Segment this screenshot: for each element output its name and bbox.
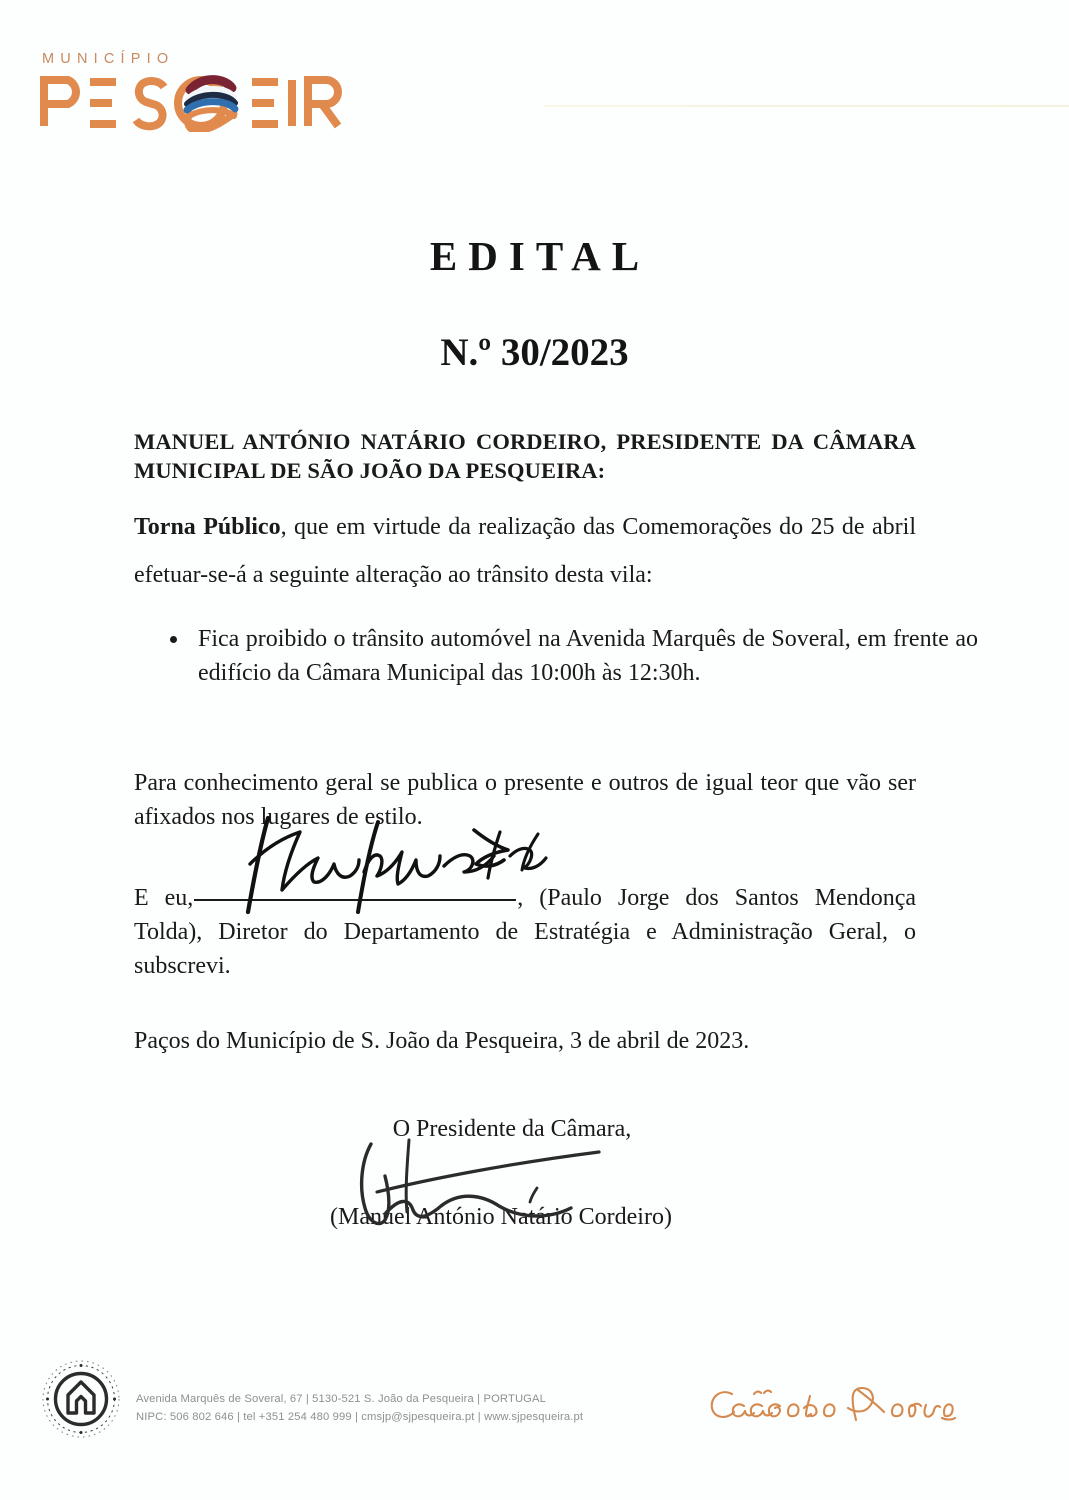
president-role-label: O Presidente da Câmara,	[392, 1116, 632, 1142]
coracao-do-douro-slogan	[706, 1378, 956, 1430]
subscription-prefix: E eu,	[134, 885, 194, 911]
footer-address-line-1: Avenida Marquês de Soveral, 67 | 5130-521 S. João da Pesqueira | PORTUGAL	[136, 1393, 547, 1405]
president-name-label: (Manuel António Natário Cordeiro)	[330, 1204, 672, 1231]
intro-bold-lead: Torna Público	[134, 514, 281, 540]
page-title: EDITAL	[429, 233, 651, 279]
authority-heading: MANUEL ANTÓNIO NATÁRIO CORDEIRO, PRESIDENTE DA CÂMARA MUNICIPAL DE SÃO JOÃO DA PESQUEIRA:	[134, 429, 916, 484]
signature-line-director	[194, 899, 516, 901]
subscription-clause	[134, 881, 916, 983]
document-header	[38, 52, 1038, 138]
list-item: Fica proibido o trânsito automóvel na Avenida Marquês de Soveral, em frente ao edifício da Câmara Municipal das 10:00h às 12:30h.	[198, 622, 980, 690]
brand-supertitle: MUNICÍPIO	[42, 51, 175, 67]
subscription-suffix: , (Paulo Jorge dos Santos Mendonça Tolda), Diretor do Departamento de Estratégia e Administração Geral, o subscrevi.	[134, 885, 917, 980]
unesco-world-heritage-seal-icon	[38, 1356, 124, 1447]
measures-list	[134, 622, 980, 690]
brand-wordmark	[38, 74, 348, 132]
intro-paragraph	[134, 503, 916, 599]
intro-rest: , que em virtude da realização das Comemorações do 25 de abril efetuar-se-á a seguinte alteração ao trânsito desta vila:	[134, 514, 916, 588]
footer-contact-info	[136, 1390, 583, 1426]
document-number: N.º 30/2023	[440, 331, 629, 374]
municipality-logo	[38, 52, 348, 138]
publication-note: Para conhecimento geral se publica o presente e outros de igual teor que vão ser afixados nos lugares de estilo.	[134, 770, 916, 831]
document-footer	[0, 1352, 1069, 1470]
place-and-date: Paços do Município de S. João da Pesqueira, 3 de abril de 2023.	[134, 1028, 750, 1054]
header-divider-rule	[543, 105, 1069, 107]
footer-address-line-2: NIPC: 506 802 646 | tel +351 254 480 999 | cmsjp@sjpesqueira.pt | www.sjpesqueira.pt	[136, 1411, 584, 1424]
president-signature-block	[134, 1114, 916, 1233]
